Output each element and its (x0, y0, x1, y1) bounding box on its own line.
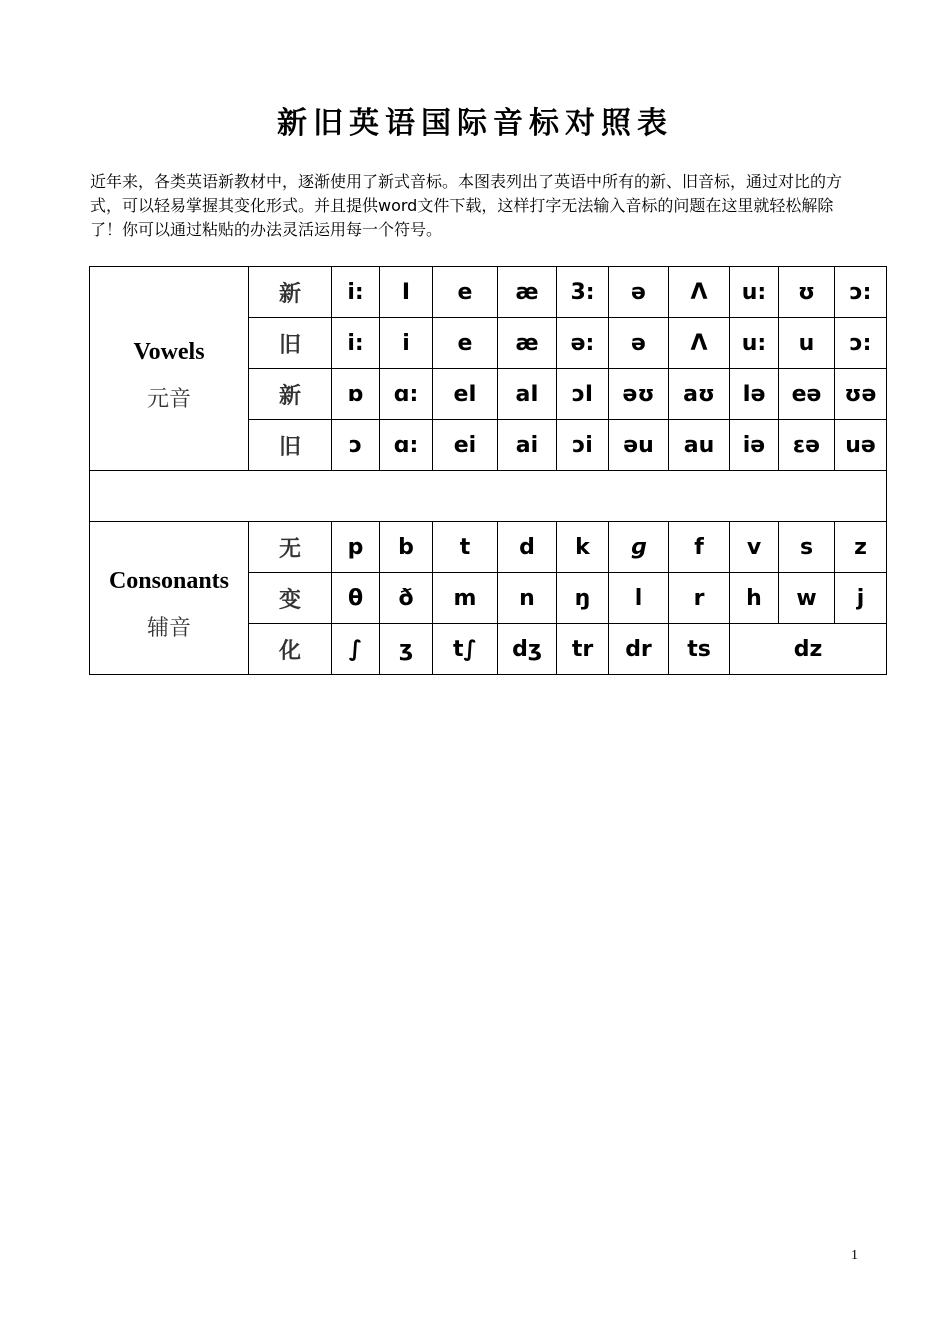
symbol-cell: ts (669, 624, 730, 675)
symbol-cell: i: (332, 267, 380, 318)
symbol-cell: əu (609, 420, 669, 471)
symbol-cell: ə (609, 267, 669, 318)
row-label-new: 新 (249, 369, 332, 420)
symbol-cell: εə (779, 420, 835, 471)
symbol-cell: i: (332, 318, 380, 369)
symbol-cell: m (433, 573, 498, 624)
symbol-cell: e (433, 318, 498, 369)
symbol-cell: 3: (557, 267, 609, 318)
row-label-old: 旧 (249, 420, 332, 471)
phonetic-comparison-table (89, 266, 887, 675)
consonant-row-1 (90, 522, 887, 573)
symbol-cell: t (433, 522, 498, 573)
symbol-cell: au (669, 420, 730, 471)
symbol-cell: ∫ (332, 624, 380, 675)
symbol-cell: ŋ (557, 573, 609, 624)
vowels-label-cn: 元音 (146, 386, 191, 412)
symbol-cell: dr (609, 624, 669, 675)
symbol-cell: ɔ (332, 420, 380, 471)
symbol-cell: eə (779, 369, 835, 420)
symbol-cell: əʊ (609, 369, 669, 420)
symbol-cell: ɒ (332, 369, 380, 420)
symbol-cell: i (380, 318, 433, 369)
symbol-cell: s (779, 522, 835, 573)
symbol-cell: d (498, 522, 557, 573)
symbol-cell: ɔI (557, 369, 609, 420)
symbol-cell: r (669, 573, 730, 624)
vowels-category-cell (90, 267, 249, 471)
symbol-cell: ə: (557, 318, 609, 369)
symbol-cell: ʊ (779, 267, 835, 318)
symbol-cell: p (332, 522, 380, 573)
symbol-cell: ʒ (380, 624, 433, 675)
symbol-cell: Λ (669, 267, 730, 318)
row-label-new: 新 (249, 267, 332, 318)
symbol-cell: ð (380, 573, 433, 624)
symbol-cell: u: (730, 267, 779, 318)
symbol-cell: ɑ: (380, 420, 433, 471)
unchanged-label-char: 化 (249, 624, 332, 675)
symbol-cell: u (779, 318, 835, 369)
row-label-old: 旧 (249, 318, 332, 369)
page-number: 1 (851, 1248, 858, 1263)
symbol-cell: dʒ (498, 624, 557, 675)
symbol-cell: Λ (669, 318, 730, 369)
vowels-label-en: Vowels (133, 338, 205, 365)
symbol-cell: θ (332, 573, 380, 624)
symbol-cell: eI (433, 369, 498, 420)
symbol-cell: Iə (730, 369, 779, 420)
symbol-cell: ɡ (609, 522, 669, 573)
symbol-cell: ɔi (557, 420, 609, 471)
symbol-cell: u: (730, 318, 779, 369)
vowel-row-new-1 (90, 267, 887, 318)
symbol-cell: æ (498, 267, 557, 318)
symbol-cell: I (380, 267, 433, 318)
symbol-cell: h (730, 573, 779, 624)
symbol-cell: ʊə (835, 369, 887, 420)
symbol-cell: l (609, 573, 669, 624)
symbol-cell: tr (557, 624, 609, 675)
symbol-cell: b (380, 522, 433, 573)
symbol-cell: e (433, 267, 498, 318)
unchanged-label-char: 无 (249, 522, 332, 573)
symbol-cell: ə (609, 318, 669, 369)
symbol-cell: t∫ (433, 624, 498, 675)
symbol-cell: ɔ: (835, 318, 887, 369)
symbol-cell: iə (730, 420, 779, 471)
consonants-label-cn: 辅音 (146, 616, 191, 641)
symbol-cell: æ (498, 318, 557, 369)
symbol-cell: uə (835, 420, 887, 471)
symbol-cell: k (557, 522, 609, 573)
consonants-category-cell (90, 522, 249, 675)
spacer-row (90, 471, 887, 522)
spacer-cell (90, 471, 887, 522)
symbol-cell: aI (498, 369, 557, 420)
symbol-cell: ɔ: (835, 267, 887, 318)
consonants-label-en: Consonants (108, 568, 230, 594)
unchanged-label-char: 变 (249, 573, 332, 624)
symbol-cell: z (835, 522, 887, 573)
symbol-cell: n (498, 573, 557, 624)
symbol-cell: ɑ: (380, 369, 433, 420)
symbol-cell: aʊ (669, 369, 730, 420)
page-title: 新旧英语国际音标对照表 (277, 106, 673, 141)
symbol-cell: ei (433, 420, 498, 471)
symbol-cell: dz (730, 624, 887, 675)
intro-paragraph: 近年来，各类英语新教材中，逐渐使用了新式音标。本图表列出了英语中所有的新、旧音标，通过对比的方式，可以轻易掌握其变化形式。并且提供word文件下载，这样打字无法输入音标的问题在这里就轻松解除了！你可以通过粘贴的办法灵活运用每一个符号。 (90, 172, 843, 239)
symbol-cell: v (730, 522, 779, 573)
symbol-cell: w (779, 573, 835, 624)
symbol-cell: ai (498, 420, 557, 471)
symbol-cell: f (669, 522, 730, 573)
symbol-cell: j (835, 573, 887, 624)
